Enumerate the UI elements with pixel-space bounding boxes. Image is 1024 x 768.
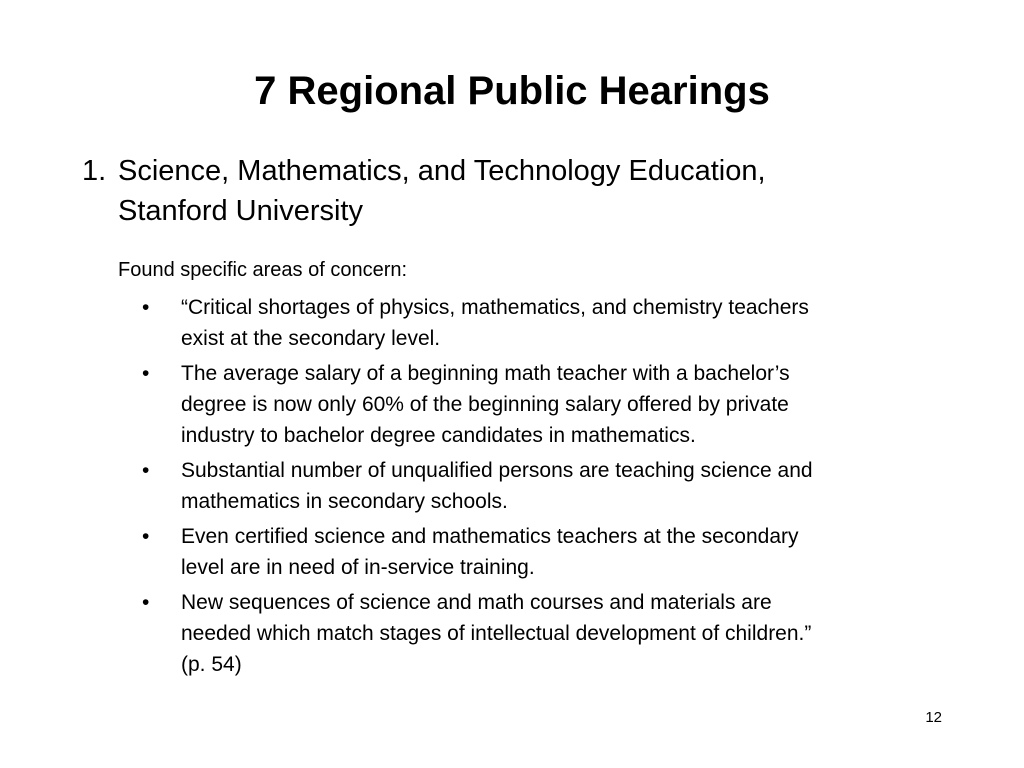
page-number: 12 (925, 709, 942, 726)
bullet-line: (p. 54) (181, 653, 242, 676)
bullet-icon: • (142, 591, 150, 614)
bullet-line: The average salary of a beginning math teacher with a bachelor’s (181, 362, 790, 385)
heading-line: Science, Mathematics, and Technology Education, (118, 155, 766, 187)
bullet-item (0, 455, 1024, 517)
bullet-line: mathematics in secondary schools. (181, 490, 508, 513)
heading-text (118, 151, 918, 231)
bullet-icon: • (142, 296, 150, 319)
bullet-line: New sequences of science and math courses and materials are (181, 591, 772, 614)
bullet-text (181, 521, 1024, 583)
bullet-icon: • (142, 362, 150, 385)
bullet-line: exist at the secondary level. (181, 327, 441, 350)
subheading: Found specific areas of concern: (118, 259, 408, 281)
bullet-line: degree is now only 60% of the beginning salary offered by private (181, 393, 789, 416)
bullet-line: Even certified science and mathematics teachers at the secondary (181, 525, 799, 548)
bullet-item (0, 358, 1024, 451)
bullet-icon: • (142, 459, 150, 482)
heading-number: 1. (82, 155, 107, 187)
bullet-line: level are in need of in-service training. (181, 556, 535, 579)
bullet-text (181, 292, 1024, 354)
bullet-line: Substantial number of unqualified persons are teaching science and (181, 459, 813, 482)
bullet-line: needed which match stages of intellectual development of children.” (181, 622, 812, 645)
bullet-text (181, 358, 1024, 451)
heading-line: Stanford University (118, 195, 363, 227)
bullet-item (0, 292, 1024, 354)
bullet-text (181, 587, 1024, 680)
bullet-line: “Critical shortages of physics, mathematics, and chemistry teachers (181, 296, 809, 319)
bullet-list (0, 292, 1024, 684)
bullet-icon: • (142, 525, 150, 548)
bullet-line: industry to bachelor degree candidates in mathematics. (181, 424, 696, 447)
bullet-item (0, 587, 1024, 680)
bullet-item (0, 521, 1024, 583)
slide-title: 7 Regional Public Hearings (254, 69, 770, 113)
bullet-text (181, 455, 1024, 517)
